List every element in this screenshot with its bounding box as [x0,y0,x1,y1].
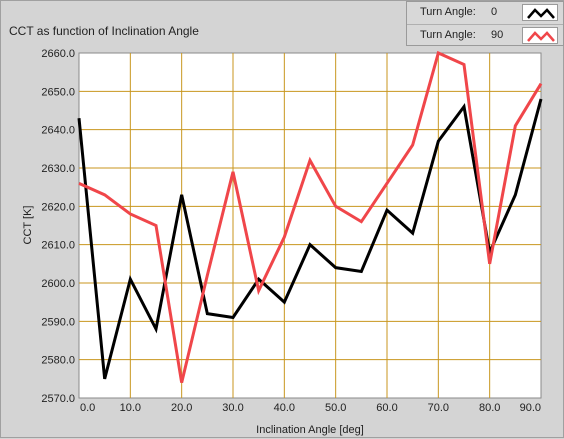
y-tick-label: 2570.0 [41,393,75,405]
legend-label: Turn Angle: [420,6,476,18]
x-tick-label: 30.0 [222,402,244,414]
x-tick-label: 60.0 [376,402,398,414]
x-tick-label: 70.0 [427,402,450,414]
x-tick-label: 10.0 [119,402,142,414]
y-tick-label: 2600.0 [41,278,75,290]
chart-title: CCT as function of Inclination Angle [9,24,199,38]
y-tick-label: 2630.0 [41,163,75,175]
y-tick-label: 2590.0 [41,316,75,329]
x-axis-title: Inclination Angle [deg] [256,424,364,436]
legend-value: 90 [491,29,504,41]
legend-label: Turn Angle: [420,29,476,41]
x-tick-label: 80.0 [478,402,501,414]
x-tick-label: 40.0 [273,402,296,414]
y-tick-label: 2620.0 [41,201,75,214]
x-tick-label: 50.0 [324,402,347,414]
x-tick-label: 0.0 [80,402,96,414]
x-tick-label: 90.0 [519,402,541,414]
y-tick-label: 2610.0 [41,239,75,252]
y-tick-label: 2650.0 [41,86,75,99]
y-tick-label: 2660.0 [41,48,75,60]
y-axis-title: CCT [K] [22,205,34,245]
legend-value: 0 [491,6,498,18]
plot-area [1,1,564,439]
y-tick-label: 2580.0 [41,354,75,367]
y-tick-label: 2640.0 [41,124,75,137]
plot-background [79,53,541,398]
x-tick-label: 20.0 [170,402,193,414]
